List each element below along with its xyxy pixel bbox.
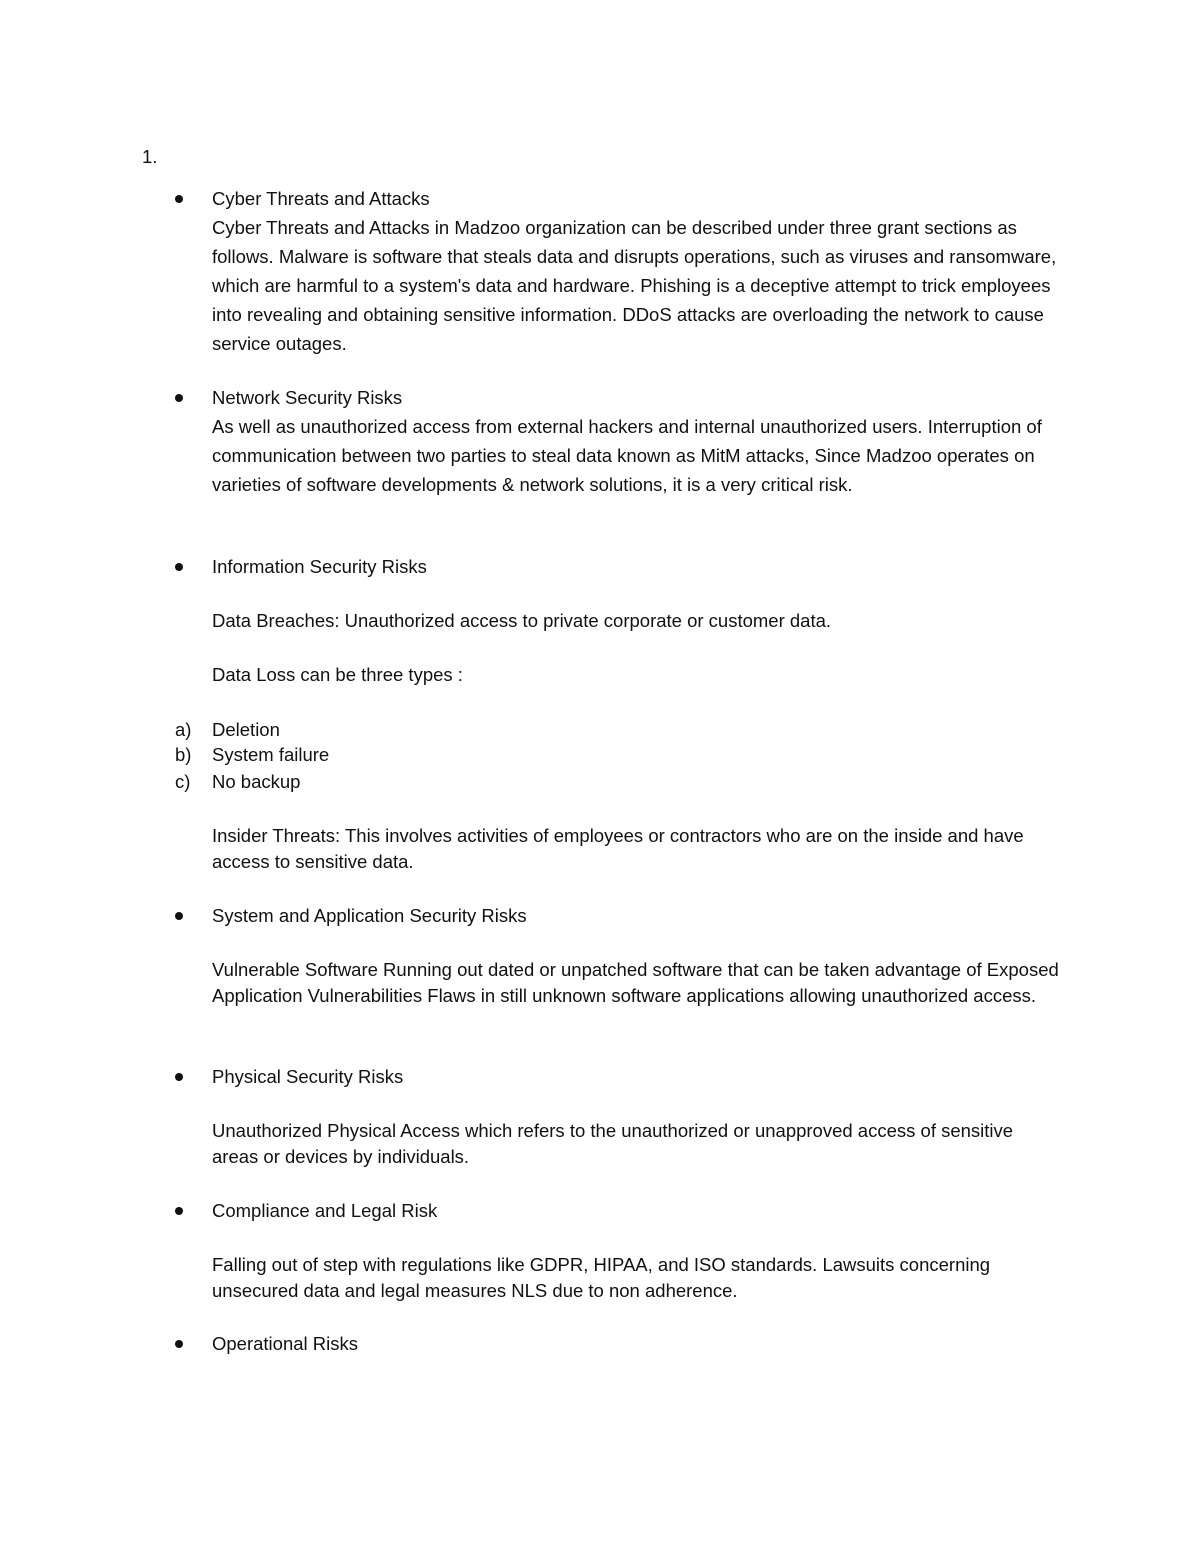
- section-body-physical-security: Unauthorized Physical Access which refers to the unauthorized or unapproved access of sensitive areas or devices by individuals.: [212, 1120, 1014, 1167]
- bullet-icon: [175, 1207, 183, 1215]
- section-heading-information-security: Information Security Risks: [212, 556, 427, 577]
- section-body-compliance-legal: Falling out of step with regulations like GDPR, HIPAA, and ISO standards. Lawsuits concerning unsecured data and legal measures NLS due to non adherence.: [212, 1254, 991, 1301]
- section-heading-network-security: Network Security Risks: [212, 387, 403, 408]
- bullet-icon: [175, 1073, 183, 1081]
- section-heading-cyber-threats: Cyber Threats and Attacks: [212, 188, 430, 209]
- list-marker-b: b): [175, 744, 192, 765]
- bullet-icon: [175, 1340, 183, 1348]
- data-breaches-paragraph: Data Breaches: Unauthorized access to private corporate or customer data.: [212, 610, 832, 631]
- list-item-no-backup: No backup: [212, 771, 301, 792]
- section-body-cyber-threats: Cyber Threats and Attacks in Madzoo organization can be described under three grant sections as follows. Malware is software that steals data and disrupts operations, such as viruses and ransomware, which are harmful to a system's data and hardware. Phishing is a deceptive attempt to trick employees into revealing and obtaining sensitive information. DDoS attacks are overloading the network to cause service outages.: [212, 217, 1057, 354]
- list-marker-c: c): [175, 771, 191, 792]
- list-number: 1.: [142, 146, 158, 167]
- section-heading-system-application: System and Application Security Risks: [212, 905, 527, 926]
- section-heading-compliance-legal: Compliance and Legal Risk: [212, 1200, 438, 1221]
- insider-threats-paragraph: Insider Threats: This involves activities of employees or contractors who are on the inside and have access to sensitive data.: [212, 825, 1024, 872]
- section-body-system-application: Vulnerable Software Running out dated or unpatched software that can be taken advantage of Exposed Application Vulnerabilities Flaws in still unknown software applications allowing unauthorized access.: [212, 959, 1059, 1006]
- list-marker-a: a): [175, 719, 192, 740]
- bullet-icon: [175, 195, 183, 203]
- list-item-deletion: Deletion: [212, 719, 280, 740]
- data-loss-paragraph: Data Loss can be three types :: [212, 664, 463, 685]
- bullet-icon: [175, 394, 183, 402]
- section-heading-operational-risks: Operational Risks: [212, 1333, 359, 1354]
- bullet-icon: [175, 912, 183, 920]
- section-heading-physical-security: Physical Security Risks: [212, 1066, 404, 1087]
- section-body-network-security: As well as unauthorized access from external hackers and internal unauthorized users. Interruption of communication between two parties to steal data known as MitM attacks, Since Madzoo operates on varieties of software developments & network solutions, it is a very critical risk.: [212, 416, 1042, 495]
- bullet-icon: [175, 563, 183, 571]
- list-item-system-failure: System failure: [212, 744, 330, 765]
